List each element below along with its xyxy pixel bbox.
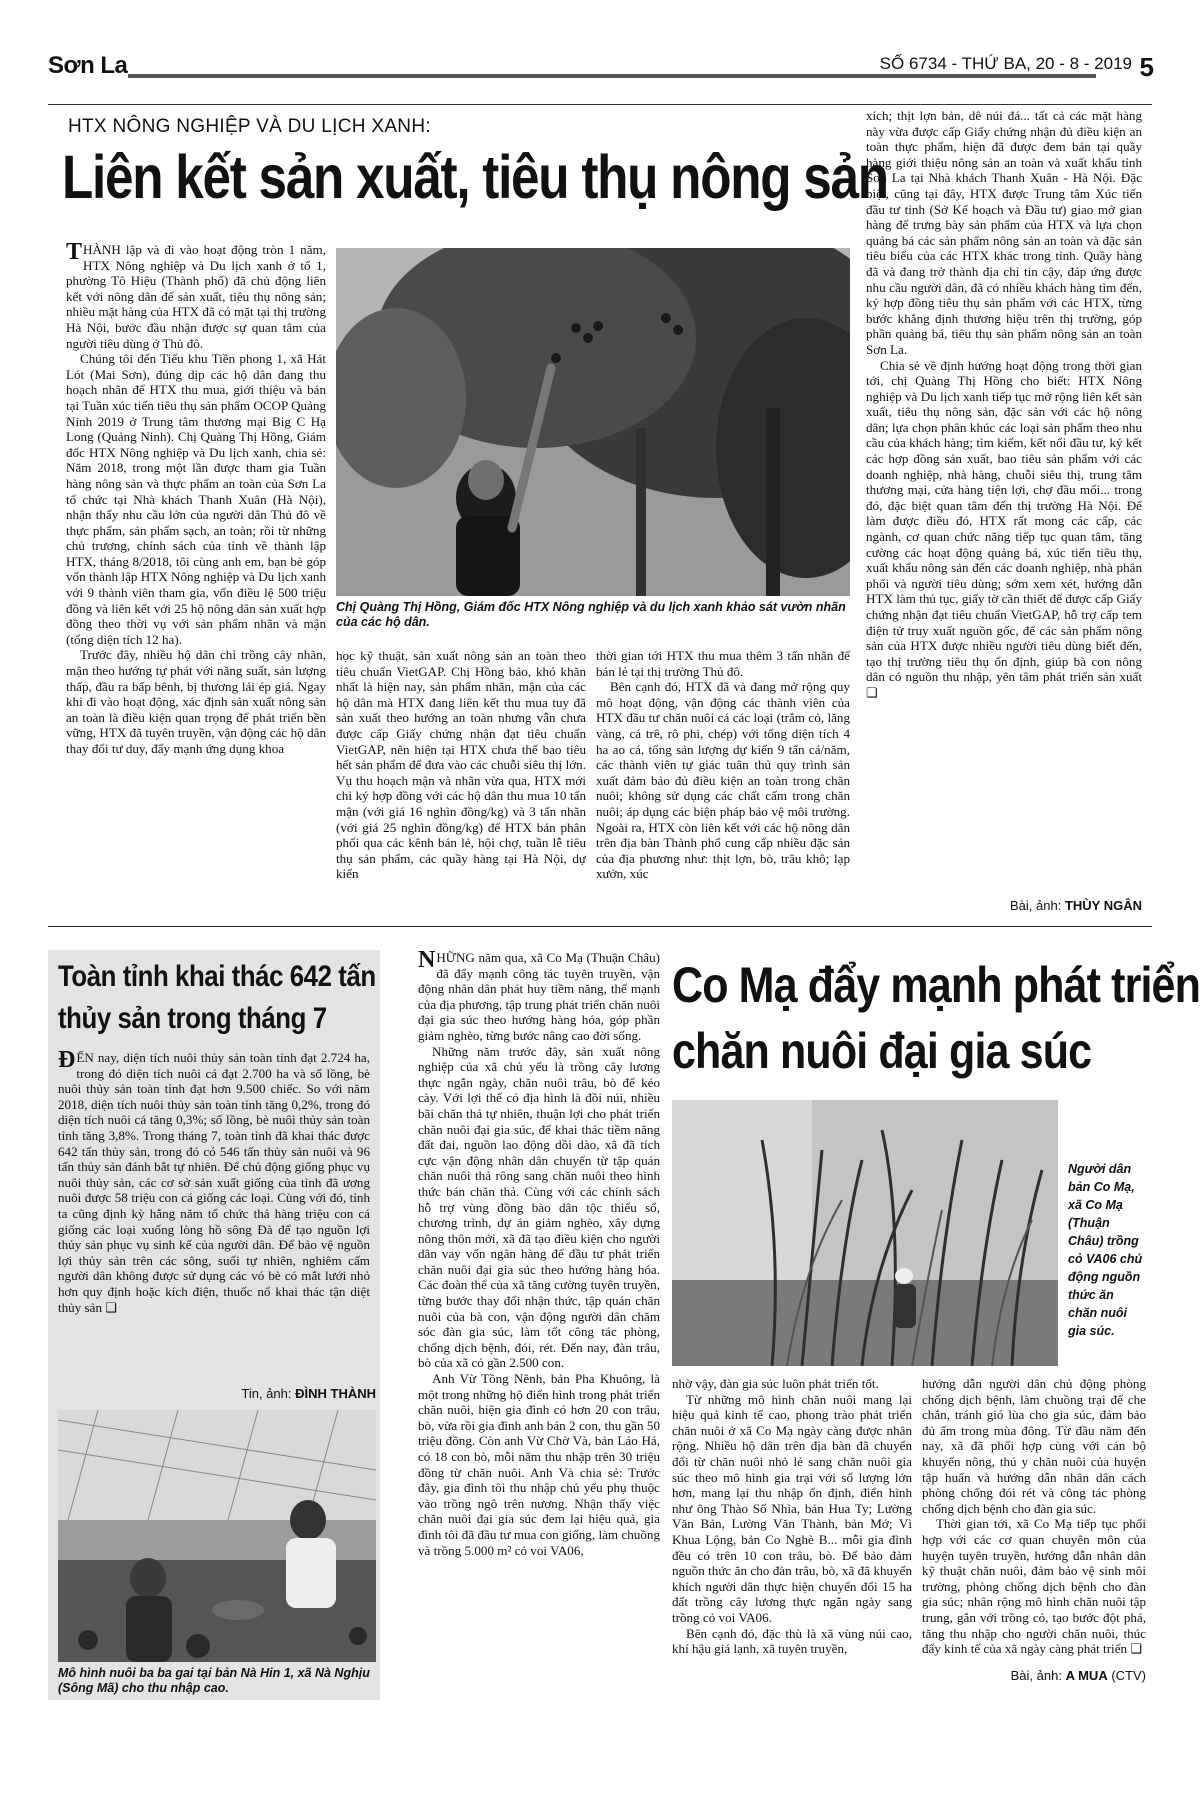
third-article-col-3	[922, 1376, 1146, 1666]
section-name: Sơn La	[48, 52, 128, 79]
paragraph: hướng dẫn người dân chủ động phòng chống dịch bệnh, làm chuồng trại để che chắn, tránh gió lùa cho gia súc, đảm bảo đủ ấm trong mùa đông. Từ đầu năm đến nay, xã đã phối hợp cùng với cán bộ khuyến nông, thú y chăn nuôi của huyện tập huấn và hướng dẫn nhân dân cách phòng chống đói rét và công tác phòng chống dịch bệnh cho đàn gia súc.	[922, 1376, 1146, 1516]
page-number: 5	[1139, 52, 1154, 82]
dropcap-letter: T	[66, 242, 83, 265]
main-article-col-2	[336, 648, 586, 904]
orchard-photo-graphic	[336, 248, 850, 596]
paragraph: ẾN nay, diện tích nuôi thủy sản toàn tỉnh đạt 2.724 ha, trong đó diện tích nuôi cá đạt 2.700 ha và số lồng, bè nuôi thủy sản toàn tỉnh đạt hơn 9.500 chiếc. So với năm 2018, diện tích nuôi thủy sản toàn tỉnh tăng 0,2%, trong đó diện tích nuôi cá tăng 0,3%; số lồng, bè nuôi thủy sản toàn tỉnh tăng 3,8%. Trong tháng 7, toàn tỉnh đã khai thác được 642 tấn thủy sản, trong đó có 546 tấn thủy sản nuôi và 96 tấn thủy sản đánh bắt tự nhiên. Để chủ động giống phục vụ nuôi thủy sản, các cơ sở sản xuất giống của tỉnh đã ương nuôi được 58 triệu con cá giống các loại. Cùng với đó, tỉnh ta cũng định kỳ hằng năm tổ chức thả hàng triệu con cá giống các loại xuống lòng hồ sông Đà để tạo nguồn lợi thủy sản phục vụ sinh kế của người dân. Để bảo vệ nguồn lợi thủy sản trên các sông, suối tự nhiên, nghiêm cấm người dân không được sử dụng các vó bè có mắt lưới nhỏ hơn quy định hoặc kích điện, thuốc nổ khai thác tận diệt thủy sản ❏	[58, 1050, 370, 1315]
article-headline: Liên kết sản xuất, tiêu thụ nông sản	[62, 143, 888, 211]
main-photo-caption: Chị Quàng Thị Hồng, Giám đốc HTX Nông nghiệp và du lịch xanh khảo sát vườn nhãn của các hộ dân.	[336, 600, 846, 629]
byline-prefix: Bài, ảnh:	[1010, 898, 1062, 913]
byline-author: THÙY NGÂN	[1064, 898, 1142, 913]
article-kicker: HTX NÔNG NGHIỆP VÀ DU LỊCH XANH:	[68, 116, 431, 137]
article-headline-line-2: chăn nuôi đại gia súc	[672, 1023, 1092, 1079]
sidebar-photo	[58, 1410, 376, 1662]
byline-author: ĐÌNH THÀNH	[295, 1386, 376, 1401]
main-article-col-4	[866, 108, 1142, 898]
byline-suffix: (CTV)	[1111, 1668, 1146, 1683]
paragraph: Anh Vừ Tồng Nênh, bản Pha Khuông, là một trong những hộ điển hình trong phát triển chăn nuôi, hiện gia đình có hơn 20 con trâu, bò, vừa rồi gia đình anh bán 2 con, thu gần 50 triệu đồng. Còn anh Vừ Chờ Và, bản Láo Há, có 18 con bò, mỗi năm thu nhập trên 30 triệu đồng từ chăn nuôi. Anh Và chia sẻ: Trước đây, gia đình tôi thu nhập chủ yếu phụ thuộc vào trồng ngô trên nương. Nhận thấy việc chăn nuôi đại gia súc đem lại hiệu quả, gia đình tôi đã đầu tư mua con giống, làm chuồng và trồng 5.000 m² cỏ voi VA06,	[418, 1371, 660, 1558]
paragraph: Trước đây, nhiều hộ dân chỉ trồng cây nhãn, mận theo hướng tự phát với năng suất, sản lượng thấp, đầu ra bấp bênh, bị thương lái ép giá. Ngay khi đi vào hoạt động, xác định sản xuất nông sản an toàn là điều kiện quan trọng để phát triển bền vững, HTX đã tuyên truyền, vận động các hộ dân thay đổi tư duy, đẩy mạnh ứng dụng khoa	[66, 647, 326, 756]
paragraph: học kỹ thuật, sản xuất nông sản an toàn theo tiêu chuẩn VietGAP. Chị Hồng bảo, khó khăn nhất là hiện nay, sản phẩm nhãn, mận của các hộ dân mà HTX đang liên kết thu mua tuy đã sản xuất theo hướng an toàn nhưng vẫn chưa được cấp Giấy chứng nhận đạt tiêu chuẩn VietGAP, nên hiện tại HTX chưa thể bao tiêu hết sản phẩm để đưa vào các chuỗi siêu thị lớn. Vụ thu hoạch mận và nhãn vừa qua, HTX mới chỉ ký hợp đồng với các hộ dân thu mua 10 tấn mận (với giá 16 nghìn đồng/kg) và 3 tấn nhãn (với giá 25 nghìn đồng/kg) để HTX bán phân phối qua các kênh bán lẻ, hội chợ, tuần lễ tiêu thụ sản phẩm, các quầy hàng tại Hà Nội, dự kiến	[336, 648, 586, 882]
third-article-col-2	[672, 1376, 912, 1692]
issue-date: SỐ 6734 - THỨ BA, 20 - 8 - 2019	[874, 54, 1132, 74]
dropcap-letter: N	[418, 950, 436, 973]
article-headline: Co Mạ đẩy mạnh phát triển	[672, 957, 1200, 1013]
paragraph: Thời gian tới, xã Co Mạ tiếp tục phối hợp với các cơ quan chuyên môn của huyện tuyên truyền, hướng dẫn nhân dân kỹ thuật chăn nuôi, đảm bảo vệ sinh môi trường, phòng chống dịch bệnh cho đàn gia súc; nhân rộng mô hình chăn nuôi tập trung, gắn với trồng cỏ, tạo bước đột phá, tăng thu nhập cho người chăn nuôi, thúc đẩy kinh tế của xã ngày càng phát triển ❏	[922, 1516, 1146, 1657]
main-article-col-3	[596, 648, 850, 904]
sidebar-byline	[58, 1386, 376, 1401]
paragraph: Từ những mô hình chăn nuôi mang lại hiệu quả kinh tế cao, phong trào phát triển chăn nuôi ở xã Co Mạ ngày càng được nhân rộng. Nhiều hộ dân trên địa bàn đã chuyển đổi từ chăn nuôi nhỏ lẻ sang chăn nuôi gia súc theo mô hình gia trại với số lượng lớn hơn, mang lại thu nhập ổn định, điển hình như ông Thào Số Nhìa, bản Hua Ty; Lường Văn Bản, Lường Văn Thành, bản Mớ; Vì Khua Lộng, bản Co Nghè B... mỗi gia đình đều có trên 10 con trâu, bò. Để bảo đảm nguồn thức ăn cho đàn trâu, bò, xã đã khuyến khích người dân thực hiện chuyển đổi 15 ha đất trồng cây lương thực ngắn ngày sang trồng cỏ voi VA06.	[672, 1391, 912, 1625]
paragraph: HỮNG năm qua, xã Co Mạ (Thuận Châu) đã đẩy mạnh công tác tuyên truyền, vận động nhân dân phát huy tiềm năng, thế mạnh của địa phương, tập trung phát triển chăn nuôi đại gia súc theo hướng hàng hóa, góp phần giảm nghèo, từng bước nâng cao đời sống.	[418, 950, 660, 1043]
dropcap-letter: Đ	[58, 1050, 76, 1073]
paragraph: Những năm trước đây, sản xuất nông nghiệp của xã chủ yếu là trồng cây lương thực ngắn ngày, chăn nuôi trâu, bò để kéo cày. Với lợi thế có địa hình là đồi núi, nhiều bãi chăn thả tự nhiên, thuận lợi cho phát triển chăn nuôi đại gia súc, để khai thác tiềm năng đất đai, nguồn lao động dồi dào, xã đã tích cực vận động nhân dân chuyển từ tập quán chăn nuôi thả rông sang chăn nuôi theo hình thức bán chăn thả. Cùng với các chính sách hỗ trợ vùng đồng bào dân tộc thiểu số, chương trình, dự án giảm nghèo, xây dựng nông thôn mới, xã đã tạo điều kiện cho người dân vay vốn ngân hàng để đầu tư phát triển chăn nuôi đại gia súc theo hướng hàng hóa. Các đoàn thể của xã tăng cường tuyên truyền, từng bước thay đổi nhận thức, tập quán chăn nuôi của bà con, vận động người dân chăm sóc đàn gia súc, làm tốt công tác phòng, chống dịch bệnh, đói, rét. Đến nay, đàn trâu, bò của xã có gần 2.500 con.	[418, 1043, 660, 1371]
third-article-col-1	[418, 950, 660, 1694]
sidebar-title-line-1: Toàn tỉnh khai thác 642 tấn	[58, 960, 376, 993]
sidebar-photo-caption: Mô hình nuôi ba ba gai tại bản Nà Hin 1, xã Nà Nghịu (Sông Mã) cho thu nhập cao.	[58, 1666, 370, 1695]
sidebar-title-line-2: thủy sản trong tháng 7	[58, 1002, 327, 1035]
turtle-farm-photo-graphic	[58, 1410, 376, 1662]
paragraph: Chúng tôi đến Tiểu khu Tiền phong 1, xã Hát Lót (Mai Sơn), đúng dịp các hộ dân đang thu hoạch nhãn để HTX thu mua, giới thiệu và bán tại Tuần xúc tiến tiêu thụ sản phẩm OCOP Quảng Ninh 2019 ở Trung tâm thương mại Big C Hạ Long (Quảng Ninh). Chị Quàng Thị Hồng, Giám đốc HTX Nông nghiệp và Du lịch xanh, chia sẻ: Năm 2018, trong một lần được tham gia Tuần hàng nông sản và thực phẩm an toàn của Sơn La tổ chức tại Nhà khách Thanh Xuân (Hà Nội), nhận thấy nhu cầu lớn của người dân Thủ đô về thực phẩm, sản phẩm sạch, an toàn; rồi từ những chủ trương, chính sách của tỉnh về thành lập HTX, tháng 8/2018, tôi cùng anh em, bạn bè góp vốn thành lập HTX Nông nghiệp và Du lịch xanh với 9 thành viên tham gia, vốn điều lệ 500 triệu đồng và liên kết với 25 hộ nông dân sản xuất hợp đồng theo thời vụ với sản phẩm nhãn và mận (tổng diện tích 12 ha).	[66, 351, 326, 647]
third-article-byline	[922, 1668, 1146, 1683]
byline-prefix: Tin, ảnh:	[241, 1386, 292, 1401]
third-article-photo	[672, 1100, 1058, 1366]
main-article-byline	[866, 898, 1142, 913]
main-photo	[336, 248, 850, 596]
third-article-photo-caption: Người dân bản Co Mạ, xã Co Mạ (Thuận Châu) trồng cỏ VA06 chủ động nguồn thức ăn chăn nuôi gia súc.	[1068, 1162, 1143, 1338]
grass-field-photo-graphic	[672, 1100, 1058, 1366]
section-divider	[48, 926, 1152, 927]
paragraph: nhờ vậy, đàn gia súc luôn phát triển tốt.	[672, 1376, 879, 1391]
byline-author: A MUA	[1065, 1668, 1108, 1683]
paragraph: Chia sẻ về định hướng hoạt động trong thời gian tới, chị Quàng Thị Hồng cho biết: HTX Nông nghiệp và Du lịch xanh tiếp tục mở rộng liên kết sản xuất, tiêu thụ nông sản, đặc sản với các hộ nông dân; lựa chọn phân khúc các loại sản phẩm theo nhu cầu của khách hàng; tìm kiếm, kết nối đầu tư, ký kết các hợp đồng sản xuất, bao tiêu sản phẩm với các doanh nghiệp, nhà hàng, chuỗi siêu thị, trung tâm thương mại, cửa hàng tiện lợi, chợ đầu mối... trong đó, đặc biệt quan tâm đến thị trường Hà Nội. Để làm được điều đó, HTX rất mong các cấp, các ngành, cơ quan chức năng tiếp tục quan tâm, tăng cường các hoạt động quảng bá, xúc tiến tiêu thụ, xuất khẩu nông sản đến các doanh nghiệp, nhà phân phối và người tiêu dùng; sớm xem xét, hướng dẫn HTX làm thủ tục, giấy tờ cần thiết để được cấp Giấy chứng nhận đạt tiêu chuẩn VietGAP, hỗ trợ cấp tem điện tử truy xuất nguồn gốc, để các sản phẩm nông sản của HTX được nhiều người tiêu dùng biết đến, tạo thị trường tiêu thụ ổn định, giúp bà con nông dân có nguồn thu nhập, yên tâm phát triển sản xuất ❏	[866, 357, 1142, 700]
paragraph: thời gian tới HTX thu mua thêm 3 tấn nhãn để bán lẻ tại thị trường Thủ đô.	[596, 648, 850, 679]
header-rule	[128, 74, 1096, 78]
main-article-col-1	[66, 242, 326, 902]
paragraph: Bên cạnh đó, đặc thù là xã vùng núi cao, khí hậu giá lạnh, xã tuyên truyền,	[672, 1625, 912, 1657]
sidebar-body	[58, 1050, 370, 1392]
paragraph: HÀNH lập và đi vào hoạt động tròn 1 năm, HTX Nông nghiệp và Du lịch xanh ở tổ 1, phường Tô Hiệu (Thành phố) đã chủ động liên kết với nông dân để sản xuất, tiêu thụ nông sản; nhiều mặt hàng của HTX đã có mặt tại thị trường Hà Nội, bước đầu nhận được sự quan tâm của người tiêu dùng ở Thủ đô.	[66, 242, 326, 351]
paragraph: Bên cạnh đó, HTX đã và đang mở rộng quy mô hoạt động, vận động các thành viên của HTX đầu tư chăn nuôi cá các loại (trắm cỏ, lăng vàng, cá trê, rô phi, chép) với tổng diện tích 4 ha ao cá, tổng sản lượng dự kiến 9 tấn cá/năm, các thành viên tự giác tuân thủ quy trình sản xuất đảm bảo đủ điều kiện an toàn trong chăn nuôi; không sử dụng các chất cấm trong chăn nuôi; áp dụng các biện pháp bảo vệ môi trường. Ngoài ra, HTX còn liên kết với các hộ nông dân trên địa bàn Thành phố cung cấp nhiều đặc sản của địa phương như: thịt lợn, bò, trâu khô; lạp xưởn, xúc	[596, 679, 850, 882]
paragraph: xích; thịt lợn bản, dê núi đá... tất cả các mặt hàng này vừa được cấp Giấy chứng nhận đủ điều kiện an toàn thực phẩm, hiện đã được đem bán tại quầy hàng giới thiệu nông sản an toàn và xuất khẩu tỉnh Sơn La tại Nhà khách Thanh Xuân - Hà Nội. Đặc biệt, cũng tại đây, HTX được Trung tâm Xúc tiến đầu tư tỉnh (Sở Kế hoạch và Đầu tư) giao mở gian hàng để trưng bày sản phẩm của HTX và lựa chọn quảng bá các sản phẩm nông sản an toàn và đặc sản tiêu biểu của các HTX khác trong tỉnh. Quầy hàng đã và đang trở thành địa chỉ tin cậy, đáp ứng được nhu cầu người dân, đã có nhiều khách hàng tìm đến, ký hợp đồng tiêu thụ sản phẩm với các HTX, từng bước khẳng định thương hiệu trên thị trường, góp phần quảng bá, tiêu thụ sản phẩm nông sản an toàn Sơn La.	[866, 108, 1142, 357]
byline-prefix: Bài, ảnh:	[1010, 1668, 1062, 1683]
